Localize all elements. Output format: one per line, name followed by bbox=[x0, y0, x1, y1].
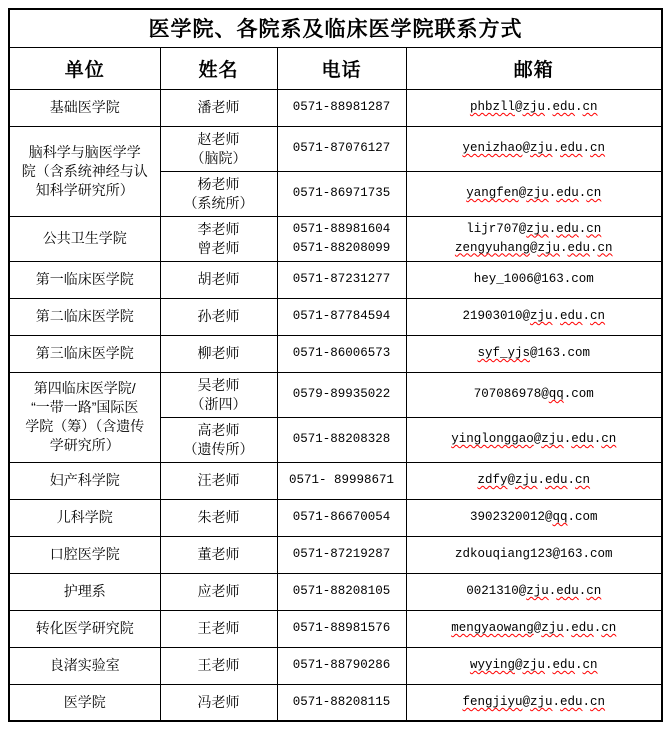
email-address: zengyuhang@zju.edu.cn bbox=[454, 240, 613, 255]
email-cell bbox=[406, 171, 662, 216]
unit-cell: 护理系 bbox=[9, 573, 160, 610]
email-cell bbox=[406, 647, 662, 684]
email-cell bbox=[406, 610, 662, 647]
unit-cell: 第二临床医学院 bbox=[9, 298, 160, 335]
unit-cell: 妇产科学院 bbox=[9, 462, 160, 499]
table-row bbox=[9, 216, 662, 261]
name-cell: 应老师 bbox=[160, 573, 277, 610]
phone-cell: 0571- 89998671 bbox=[277, 462, 406, 499]
name-cell: 汪老师 bbox=[160, 462, 277, 499]
email-address: yangfen@zju.edu.cn bbox=[466, 186, 602, 200]
email-address: yenizhao@zju.edu.cn bbox=[462, 141, 606, 155]
unit-cell: 口腔医学院 bbox=[9, 536, 160, 573]
name-cell: 吴老师 （浙四） bbox=[160, 372, 277, 417]
email-cell bbox=[406, 372, 662, 417]
phone-cell: 0571-86971735 bbox=[277, 171, 406, 216]
name-cell: 董老师 bbox=[160, 536, 277, 573]
email-address: zdfy@zju.edu.cn bbox=[477, 473, 591, 487]
table-row bbox=[9, 536, 662, 573]
phone-cell: 0571-87076127 bbox=[277, 126, 406, 171]
email-address: yinglonggao@zju.edu.cn bbox=[451, 432, 617, 446]
unit-cell: 儿科学院 bbox=[9, 499, 160, 536]
contact-table-body bbox=[9, 89, 662, 721]
phone-cell: 0571-88981576 bbox=[277, 610, 406, 647]
phone-cell: 0571-88981604 0571-88208099 bbox=[277, 216, 406, 261]
name-cell: 潘老师 bbox=[160, 89, 277, 126]
name-cell: 杨老师 （系统所） bbox=[160, 171, 277, 216]
name-cell: 柳老师 bbox=[160, 335, 277, 372]
table-row bbox=[9, 684, 662, 721]
phone-cell: 0579-89935022 bbox=[277, 372, 406, 417]
table-row bbox=[9, 126, 662, 171]
email-address: syf_yjs@163.com bbox=[477, 346, 591, 360]
name-cell: 李老师 曾老师 bbox=[160, 216, 277, 261]
contact-table bbox=[8, 8, 663, 722]
email-address: mengyaowang@zju.edu.cn bbox=[451, 621, 617, 635]
table-row bbox=[9, 610, 662, 647]
unit-cell: 良渚实验室 bbox=[9, 647, 160, 684]
phone-cell: 0571-87219287 bbox=[277, 536, 406, 573]
phone-cell: 0571-87231277 bbox=[277, 261, 406, 298]
title-row bbox=[9, 9, 662, 47]
email-cell bbox=[406, 126, 662, 171]
unit-cell: 第一临床医学院 bbox=[9, 261, 160, 298]
email-address: lijr707@zju.edu.cn bbox=[466, 221, 602, 236]
name-cell: 朱老师 bbox=[160, 499, 277, 536]
email-address: 0021310@zju.edu.cn bbox=[466, 584, 602, 598]
phone-cell: 0571-88208105 bbox=[277, 573, 406, 610]
phone-cell: 0571-88981287 bbox=[277, 89, 406, 126]
email-cell bbox=[406, 536, 662, 573]
email-cell bbox=[406, 298, 662, 335]
table-row bbox=[9, 261, 662, 298]
email-cell bbox=[406, 462, 662, 499]
column-header-name: 姓名 bbox=[160, 47, 277, 89]
email-cell bbox=[406, 499, 662, 536]
unit-cell: 第三临床医学院 bbox=[9, 335, 160, 372]
email-address: 3902320012@qq.com bbox=[469, 510, 598, 524]
table-row bbox=[9, 335, 662, 372]
email-address: fengjiyu@zju.edu.cn bbox=[462, 694, 606, 709]
phone-cell: 0571-88208328 bbox=[277, 417, 406, 462]
email-address: 21903010@zju.edu.cn bbox=[462, 309, 606, 323]
table-row bbox=[9, 573, 662, 610]
phone-cell: 0571-87784594 bbox=[277, 298, 406, 335]
email-cell bbox=[406, 684, 662, 721]
unit-cell: 医学院 bbox=[9, 684, 160, 721]
column-header-unit: 单位 bbox=[9, 47, 160, 89]
phone-cell: 0571-88790286 bbox=[277, 647, 406, 684]
name-cell: 孙老师 bbox=[160, 298, 277, 335]
unit-cell: 转化医学研究院 bbox=[9, 610, 160, 647]
name-cell: 高老师 （遗传所） bbox=[160, 417, 277, 462]
email-cell bbox=[406, 417, 662, 462]
name-cell: 胡老师 bbox=[160, 261, 277, 298]
unit-cell: 脑科学与脑医学学 院（含系统神经与认 知科学研究所） bbox=[9, 126, 160, 216]
email-cell bbox=[406, 89, 662, 126]
table-title: 医学院、各院系及临床医学院联系方式 bbox=[9, 9, 662, 47]
unit-cell: 公共卫生学院 bbox=[9, 216, 160, 261]
column-header-email: 邮箱 bbox=[406, 47, 662, 89]
table-row bbox=[9, 372, 662, 417]
table-row bbox=[9, 89, 662, 126]
phone-cell: 0571-88208115 bbox=[277, 684, 406, 721]
email-address: wyying@zju.edu.cn bbox=[469, 658, 598, 672]
email-cell bbox=[406, 573, 662, 610]
name-cell: 王老师 bbox=[160, 610, 277, 647]
email-cell bbox=[406, 216, 662, 261]
column-header-phone: 电话 bbox=[277, 47, 406, 89]
email-address: 707086978@qq.com bbox=[473, 387, 594, 401]
table-row bbox=[9, 499, 662, 536]
header-row bbox=[9, 47, 662, 89]
phone-cell: 0571-86670054 bbox=[277, 499, 406, 536]
email-address: hey_1006@163.com bbox=[473, 272, 594, 286]
email-address: phbzll@zju.edu.cn bbox=[469, 100, 598, 114]
name-cell: 王老师 bbox=[160, 647, 277, 684]
unit-cell: 第四临床医学院/ “一带一路”国际医 学院（筹）（含遗传 学研究所） bbox=[9, 372, 160, 462]
phone-cell: 0571-86006573 bbox=[277, 335, 406, 372]
name-cell: 冯老师 bbox=[160, 684, 277, 721]
unit-cell: 基础医学院 bbox=[9, 89, 160, 126]
email-address: zdkouqiang123@163.com bbox=[454, 547, 613, 561]
name-cell: 赵老师 （脑院） bbox=[160, 126, 277, 171]
email-cell bbox=[406, 261, 662, 298]
table-row bbox=[9, 647, 662, 684]
table-row bbox=[9, 298, 662, 335]
table-row bbox=[9, 462, 662, 499]
email-cell bbox=[406, 335, 662, 372]
